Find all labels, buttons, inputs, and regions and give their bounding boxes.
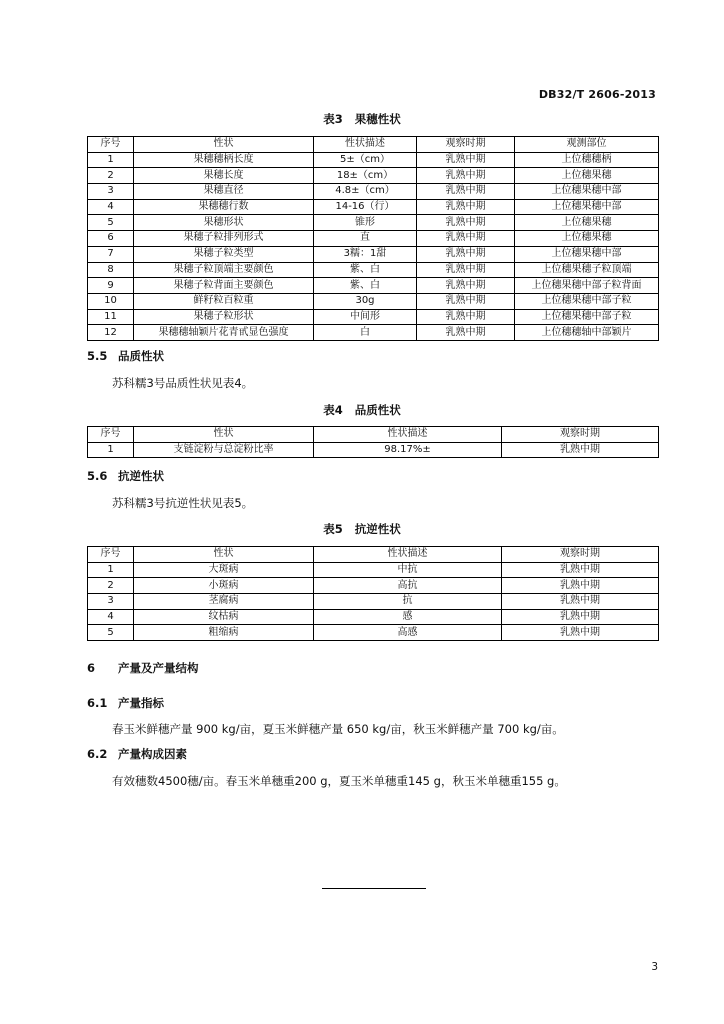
table5-cell: 纹枯病 [134, 609, 314, 625]
section-6-2-heading [87, 746, 187, 762]
table3-cell: 上位穗果穗 [515, 231, 659, 247]
section-5-6-heading [87, 468, 164, 484]
table3-cell: 果穗直径 [134, 184, 314, 200]
table5-row [88, 594, 659, 610]
table3-cell: 上位穗果穗中部 [515, 184, 659, 200]
table3-row [88, 184, 659, 200]
table3-caption [0, 111, 724, 127]
table3-cell: 果穗形状 [134, 215, 314, 231]
table3-cell: 乳熟中期 [417, 325, 515, 341]
table3-cell: 上位穗果穗 [515, 215, 659, 231]
section-6-1-number: 6.1 [87, 696, 108, 710]
table3-cell: 上位穗穗柄 [515, 152, 659, 168]
table3-cell: 10 [88, 293, 134, 309]
table4-header-cell: 性状 [134, 427, 314, 443]
table4-label: 表4 [323, 403, 343, 417]
section-6-2-title: 产量构成因素 [118, 747, 187, 761]
table3-cell: 鲜籽粒百粒重 [134, 293, 314, 309]
table3-row [88, 309, 659, 325]
table3-cell: 9 [88, 278, 134, 294]
table3-cell: 白 [314, 325, 417, 341]
table4-header-row [88, 427, 659, 443]
table4-header-cell: 观察时期 [502, 427, 659, 443]
table3-row [88, 246, 659, 262]
section-6-1-body: 春玉米鲜穗产量 900 kg/亩，夏玉米鲜穗产量 650 kg/亩，秋玉米鲜穗产量 700 kg/亩。 [112, 722, 564, 736]
table5-cell: 乳熟中期 [502, 594, 659, 610]
table5-cell: 茎腐病 [134, 594, 314, 610]
table3-cell: 果穗子粒背面主要颜色 [134, 278, 314, 294]
section-6-2-body: 有效穗数4500穗/亩。春玉米单穗重200 g，夏玉米单穗重145 g，秋玉米单穗重155 g。 [112, 774, 566, 788]
table3-header-cell: 观测部位 [515, 137, 659, 153]
table3-cell: 锥形 [314, 215, 417, 231]
table5-header-row [88, 547, 659, 563]
table5-cell: 乳熟中期 [502, 562, 659, 578]
table3-cell: 乳熟中期 [417, 199, 515, 215]
table5-cell: 高抗 [314, 578, 502, 594]
table3-cell: 果穗穗行数 [134, 199, 314, 215]
table5-header-cell: 观察时期 [502, 547, 659, 563]
table3-cell: 乳熟中期 [417, 215, 515, 231]
table3-row [88, 199, 659, 215]
table3-cell: 4 [88, 199, 134, 215]
page-number: 3 [651, 961, 658, 973]
table5-label: 表5 [323, 522, 343, 536]
table3-cell: 中间形 [314, 309, 417, 325]
table3-row [88, 293, 659, 309]
table5-title: 抗逆性状 [354, 522, 401, 536]
table3-row [88, 262, 659, 278]
table3-cell: 上位穗果穗子粒顶端 [515, 262, 659, 278]
table3-cell: 2 [88, 168, 134, 184]
table5-row [88, 609, 659, 625]
table3-cell: 乳熟中期 [417, 278, 515, 294]
end-rule [322, 888, 426, 889]
table5-cell: 1 [88, 562, 134, 578]
table3-row [88, 152, 659, 168]
section-5-5-body: 苏科糯3号品质性状见表4。 [112, 376, 254, 390]
table3-cell: 乳熟中期 [417, 262, 515, 278]
table3-cell: 紫、白 [314, 262, 417, 278]
table5-cell: 中抗 [314, 562, 502, 578]
table3-row [88, 278, 659, 294]
table5-row [88, 578, 659, 594]
table3-cell: 上位穗果穗中部子粒 [515, 309, 659, 325]
table3-cell: 乳熟中期 [417, 293, 515, 309]
table4-header-cell: 性状描述 [314, 427, 502, 443]
table3-header-cell: 性状 [134, 137, 314, 153]
table3 [87, 136, 659, 341]
table4-title: 品质性状 [354, 403, 401, 417]
table4 [87, 426, 659, 458]
table3-row [88, 231, 659, 247]
section-5-6-number: 5.6 [87, 469, 108, 483]
table3-cell: 30g [314, 293, 417, 309]
section-5-5-title: 品质性状 [118, 349, 164, 363]
section-5-5-heading [87, 348, 164, 364]
table5-cell: 乳熟中期 [502, 578, 659, 594]
table5-cell: 抗 [314, 594, 502, 610]
table3-cell: 乳熟中期 [417, 231, 515, 247]
table3-row [88, 168, 659, 184]
table3-cell: 上位穗穗轴中部颖片 [515, 325, 659, 341]
table3-row [88, 325, 659, 341]
table3-cell: 3 [88, 184, 134, 200]
table5-cell: 小斑病 [134, 578, 314, 594]
table3-cell: 上位穗果穗 [515, 168, 659, 184]
table3-cell: 果穗子粒顶端主要颜色 [134, 262, 314, 278]
table3-cell: 14-16（行） [314, 199, 417, 215]
table4-cell: 98.17%± [314, 442, 502, 458]
table3-cell: 上位穗果穗中部子粒 [515, 293, 659, 309]
section-6-heading [87, 660, 199, 676]
table3-cell: 上位穗果穗中部 [515, 199, 659, 215]
table3-cell: 18±（cm） [314, 168, 417, 184]
table5 [87, 546, 659, 641]
table5-caption [0, 521, 724, 537]
table3-cell: 果穗长度 [134, 168, 314, 184]
table3-cell: 5±（cm） [314, 152, 417, 168]
table3-cell: 12 [88, 325, 134, 341]
table5-cell: 5 [88, 625, 134, 641]
table5-cell: 2 [88, 578, 134, 594]
table3-cell: 果穗子粒形状 [134, 309, 314, 325]
section-5-6-body: 苏科糯3号抗逆性状见表5。 [112, 496, 254, 510]
table3-cell: 乳熟中期 [417, 152, 515, 168]
table5-cell: 粗缩病 [134, 625, 314, 641]
table3-title: 果穗性状 [354, 112, 401, 126]
table4-cell: 乳熟中期 [502, 442, 659, 458]
table4-cell: 支链淀粉与总淀粉比率 [134, 442, 314, 458]
table3-header-row [88, 137, 659, 153]
table3-cell: 乳熟中期 [417, 168, 515, 184]
section-5-5-number: 5.5 [87, 349, 108, 363]
table5-header-cell: 性状 [134, 547, 314, 563]
table5-cell: 3 [88, 594, 134, 610]
table3-label: 表3 [323, 112, 343, 126]
table3-cell: 乳熟中期 [417, 184, 515, 200]
table5-row [88, 562, 659, 578]
table5-cell: 感 [314, 609, 502, 625]
table3-header-cell: 观察时期 [417, 137, 515, 153]
table4-row [88, 442, 659, 458]
table3-cell: 4.8±（cm） [314, 184, 417, 200]
table3-cell: 上位穗果穗中部子粒背面 [515, 278, 659, 294]
table3-cell: 8 [88, 262, 134, 278]
table3-header-cell: 序号 [88, 137, 134, 153]
table3-cell: 上位穗果穗中部 [515, 246, 659, 262]
table3-cell: 5 [88, 215, 134, 231]
table3-cell: 果穗子粒排列形式 [134, 231, 314, 247]
section-5-6-title: 抗逆性状 [118, 469, 164, 483]
section-6-1-title: 产量指标 [118, 696, 164, 710]
section-6-title: 产量及产量结构 [118, 661, 199, 675]
section-6-2-number: 6.2 [87, 747, 108, 761]
table3-cell: 紫、白 [314, 278, 417, 294]
section-6-1-heading [87, 695, 164, 711]
table4-caption [0, 402, 724, 418]
table3-header-cell: 性状描述 [314, 137, 417, 153]
table3-cell: 乳熟中期 [417, 246, 515, 262]
table3-cell: 果穗穗轴颖片花青甙显色强度 [134, 325, 314, 341]
standard-number: DB32/T 2606-2013 [538, 88, 656, 101]
table5-cell: 乳熟中期 [502, 625, 659, 641]
table5-cell: 高感 [314, 625, 502, 641]
table5-cell: 4 [88, 609, 134, 625]
table4-cell: 1 [88, 442, 134, 458]
table3-cell: 果穗穗柄长度 [134, 152, 314, 168]
table3-cell: 11 [88, 309, 134, 325]
table3-cell: 7 [88, 246, 134, 262]
table3-cell: 6 [88, 231, 134, 247]
table5-row [88, 625, 659, 641]
section-6-number: 6 [87, 661, 96, 675]
table5-cell: 乳熟中期 [502, 609, 659, 625]
table5-cell: 大斑病 [134, 562, 314, 578]
table3-cell: 1 [88, 152, 134, 168]
table3-cell: 乳熟中期 [417, 309, 515, 325]
table3-row [88, 215, 659, 231]
table5-header-cell: 序号 [88, 547, 134, 563]
table5-header-cell: 性状描述 [314, 547, 502, 563]
table3-cell: 直 [314, 231, 417, 247]
table4-header-cell: 序号 [88, 427, 134, 443]
table3-cell: 3糯：1甜 [314, 246, 417, 262]
table3-cell: 果穗子粒类型 [134, 246, 314, 262]
